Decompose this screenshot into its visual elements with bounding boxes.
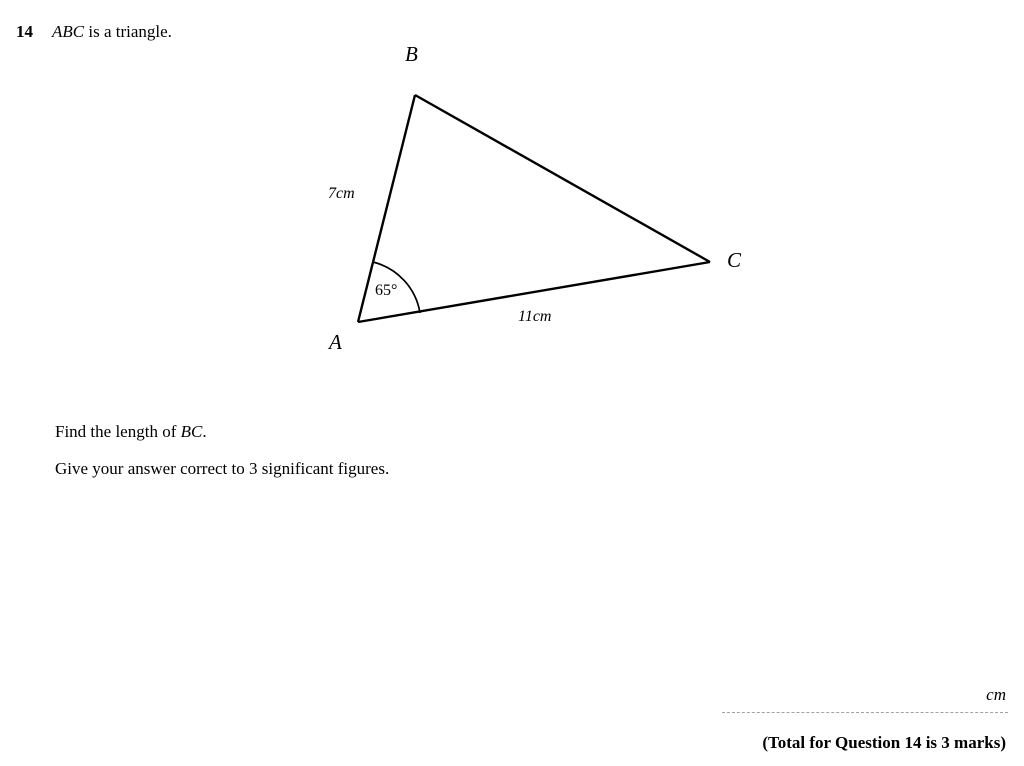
answer-line[interactable] <box>722 712 1008 713</box>
vertex-label-b: B <box>405 42 418 66</box>
prompt-find-prefix: Find the length of <box>55 422 181 441</box>
angle-label-a: 65° <box>375 282 398 299</box>
question-stem <box>52 22 172 42</box>
side-label-ab: 7cm <box>328 185 355 202</box>
side-label-ac: 11cm <box>518 308 552 325</box>
vertex-label-c: C <box>727 248 742 272</box>
question-stem-text: is a triangle. <box>84 22 172 41</box>
answer-unit-label: cm <box>986 685 1006 704</box>
triangle-figure <box>260 42 820 370</box>
question-number: 14 <box>16 22 33 41</box>
total-marks-label: (Total for Question 14 is 3 marks) <box>762 733 1006 752</box>
side-bc-line <box>415 95 710 262</box>
vertex-label-a: A <box>329 330 342 354</box>
prompt-find-segment: BC <box>180 422 203 441</box>
question-stem-triangle-name: ABC <box>52 22 85 41</box>
question-prompt-accuracy: Give your answer correct to 3 significant figures. <box>55 459 390 478</box>
question-prompt-find-length <box>55 422 207 442</box>
prompt-find-suffix: . <box>202 422 207 441</box>
